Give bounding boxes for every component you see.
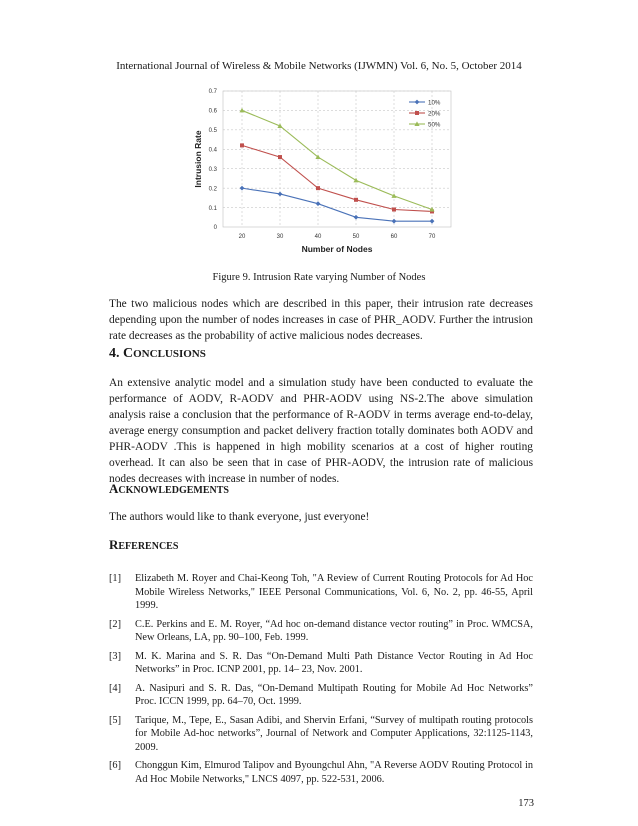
references-heading-first: R xyxy=(109,537,119,552)
reference-text: Elizabeth M. Royer and Chai-Keong Toh, "A Review of Current Routing Protocols for Ad Hoc Mobile Wireless Networks," IEEE Personal Communications, Vol. 6, No. 2, pp. 46-55, April 1999. xyxy=(135,573,533,611)
reference-text: M. K. Marina and S. R. Das “On-Demand Multi Path Distance Vector Routing in Ad Hoc Networks” in Proc. ICNP 2001, pp. 14– 23, Nov. 2001. xyxy=(135,650,533,675)
reference-text: C.E. Perkins and E. M. Royer, “Ad hoc on-demand distance vector routing” in Proc. WMCSA, New Orleans, LA, pp. 90–100, Feb. 1999. xyxy=(135,618,533,643)
acknowledgements-text: The authors would like to thank everyone, just everyone! xyxy=(109,511,370,523)
y-tick-label: 0.6 xyxy=(208,108,217,115)
x-tick-label: 70 xyxy=(428,234,436,240)
legend-label: 50% xyxy=(428,121,441,129)
intrusion-rate-chart xyxy=(183,82,465,254)
running-header: International Journal of Wireless & Mobile Networks (IJWMN) Vol. 6, No. 5, October 2014 xyxy=(116,60,522,72)
y-tick-label: 0.5 xyxy=(208,128,217,135)
x-tick-label: 50 xyxy=(352,234,360,240)
conclusions-heading-rest: ONCLUSIONS xyxy=(133,348,206,360)
reference-item xyxy=(109,682,533,709)
reference-number: [6] xyxy=(109,760,122,771)
conclusions-heading-number: 4. C xyxy=(109,346,134,361)
y-tick-label: 0.3 xyxy=(208,166,217,173)
reference-number: [3] xyxy=(109,650,122,662)
y-tick-label: 0.2 xyxy=(208,186,217,193)
conclusions-heading xyxy=(109,346,206,362)
legend-label: 20% xyxy=(428,110,441,118)
y-tick-label: 0 xyxy=(213,225,217,232)
reference-item xyxy=(109,714,533,755)
reference-list xyxy=(109,572,533,791)
reference-number: [1] xyxy=(109,573,122,584)
x-tick-label: 20 xyxy=(238,234,246,240)
x-tick-label: 30 xyxy=(276,234,284,240)
x-axis-title: Number of Nodes xyxy=(301,244,373,254)
data-point-20pct xyxy=(316,186,320,190)
legend-label: 10% xyxy=(428,99,441,107)
reference-number: [4] xyxy=(109,682,122,694)
reference-text: Tarique, M., Tepe, E., Sasan Adibi, and Shervin Erfani, “Survey of multipath routing protocols for Mobile Ad-hoc networks”, Journal of Network and Computer Applications, 32:1125-1143, 2009. xyxy=(135,714,533,753)
reference-text: A. Nasipuri and S. R. Das, “On-Demand Multipath Routing for Mobile Ad Hoc Networks” Proc. ICCN 1999, pp. 64–70, Oct. 1999. xyxy=(135,682,533,707)
data-point-20pct xyxy=(392,208,396,212)
data-point-20pct xyxy=(240,143,244,147)
conclusions-text: An extensive analytic model and a simulation study have been conducted to evaluate the performance of AODV, R-AODV and PHR-AODV using NS-2.The above simulation analysis raise a conclusion that the performance of R-AODV in terms average end-to-delay, average energy consumption and packet delivery fraction totally dominates both AODV and PHR-AODV .This is happened in high mobility scenarios at a cost of higher routing overhead. It can also be seen that in case of PHR-AODV, the intrusion rate of malicious nodes decreases with increase in number of nodes. xyxy=(109,377,533,485)
data-point-20pct xyxy=(354,198,358,202)
chart-svg xyxy=(183,82,465,254)
acknowledgements-heading-rest: CKNOWLEDGEMENTS xyxy=(118,485,229,496)
figure-caption: Figure 9. Intrusion Rate varying Number of Nodes xyxy=(212,272,426,283)
reference-item xyxy=(109,572,533,613)
acknowledgements-heading-first: A xyxy=(109,481,119,496)
acknowledgements-heading xyxy=(109,481,229,497)
reference-item xyxy=(109,618,533,645)
y-axis-title: Intrusion Rate xyxy=(193,130,203,188)
y-tick-label: 0.7 xyxy=(208,89,217,96)
reference-number: [2] xyxy=(109,618,122,630)
reference-text: Chonggun Kim, Elmurod Talipov and Byoungchul Ahn, "A Reverse AODV Routing Protocol in Ad Hoc Mobile Networks," LNCS 4097, pp. 522-531, 2006. xyxy=(135,760,533,785)
x-tick-label: 40 xyxy=(314,234,322,240)
legend-marker xyxy=(415,111,419,115)
reference-item xyxy=(109,650,533,677)
references-heading-rest: EFERENCES xyxy=(118,541,179,552)
reference-number: [5] xyxy=(109,714,122,726)
page-number: 173 xyxy=(518,798,534,809)
references-heading xyxy=(109,537,178,553)
paragraph-intrusion-rate: The two malicious nodes which are described in this paper, their intrusion rate decreases depending upon the number of nodes increases in case of PHR_AODV. Further the intrusion rate decreases as the probability of active malicious nodes decreases. xyxy=(109,298,533,342)
y-tick-label: 0.1 xyxy=(208,205,217,212)
reference-item xyxy=(109,759,533,786)
y-tick-label: 0.4 xyxy=(208,147,217,154)
x-tick-label: 60 xyxy=(390,234,398,240)
data-point-20pct xyxy=(278,155,282,159)
